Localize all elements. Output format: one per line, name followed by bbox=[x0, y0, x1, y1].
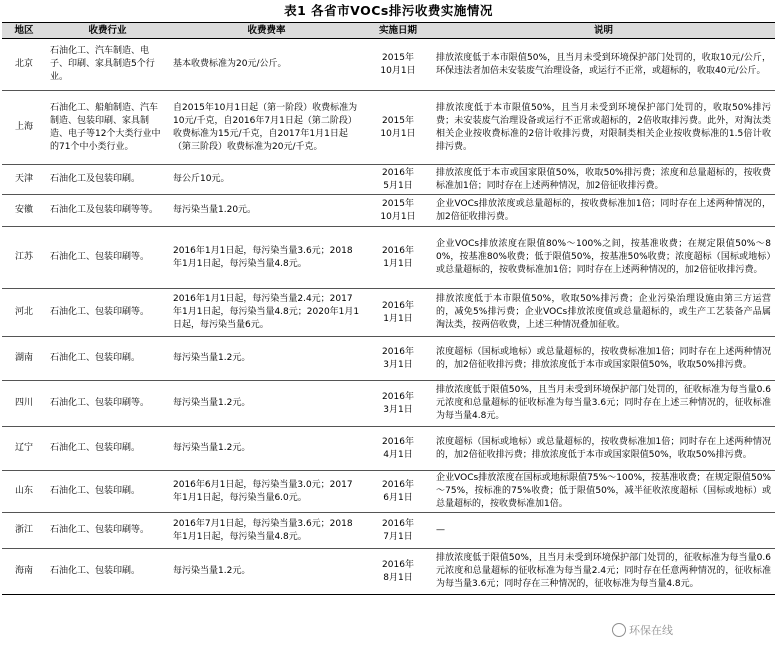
table-row bbox=[2, 471, 775, 513]
date-monthday: 4月1日 bbox=[383, 449, 413, 460]
rate-cell: 每公斤10元。 bbox=[173, 174, 230, 184]
table-row bbox=[2, 227, 775, 289]
date-cell bbox=[364, 337, 432, 381]
region-cell: 四川 bbox=[14, 398, 33, 408]
note-cell: 浓度超标（国标或地标）或总量超标的，按收费标准加1倍；同时存在上述两种情况的，加2倍征收排污费；排放浓度低于本市或国家限值50%，收取50%排污费。 bbox=[436, 436, 771, 460]
rate-cell: 基本收费标准为20元/公斤。 bbox=[173, 59, 287, 69]
date-cell bbox=[364, 227, 432, 289]
date-year: 2016年 bbox=[382, 518, 414, 529]
table-title: 表1 各省市VOCs排污收费实施情况 bbox=[284, 3, 493, 18]
table-row bbox=[2, 549, 775, 595]
note-cell: 排放浓度低于本市限值50%，且当月未受到环境保护部门处罚的，收取50%排污费；未安装废气治理设备或运行不正常或超标的，2倍收取排污费。此外，对淘汰类相关企业按收费标准的2倍计收排污费，对限制类相关企业按收费标准的1.5倍计收排污费。 bbox=[436, 102, 771, 152]
rate-cell: 2016年7月1日起，每污染当量3.6元；2018年1月1日起，每污染当量4.8元。 bbox=[173, 518, 353, 542]
header-row bbox=[2, 23, 775, 39]
table-row bbox=[2, 289, 775, 337]
date-monthday: 6月1日 bbox=[383, 492, 413, 503]
industry-cell: 石油化工、包装印刷等。 bbox=[50, 398, 150, 408]
industry-cell: 石油化工、包装印刷。 bbox=[50, 566, 141, 576]
date-year: 2016年 bbox=[382, 436, 414, 447]
date-cell bbox=[364, 381, 432, 427]
date-monthday: 7月1日 bbox=[383, 531, 413, 542]
date-monthday: 10月1日 bbox=[380, 65, 416, 76]
table-body bbox=[2, 39, 775, 595]
region-cell: 海南 bbox=[14, 566, 33, 576]
region-cell: 北京 bbox=[14, 59, 33, 69]
date-year: 2015年 bbox=[382, 115, 414, 126]
industry-cell: 石油化工、包装印刷。 bbox=[50, 353, 141, 363]
date-monthday: 10月1日 bbox=[380, 211, 416, 222]
date-year: 2016年 bbox=[382, 346, 414, 357]
table-row bbox=[2, 195, 775, 227]
rate-cell: 2016年1月1日起，每污染当量3.6元；2018年1月1日起，每污染当量4.8元。 bbox=[173, 245, 353, 269]
industry-cell: 石油化工、包装印刷等。 bbox=[50, 307, 150, 317]
date-monthday: 3月1日 bbox=[383, 359, 413, 370]
industry-cell: 石油化工、包装印刷等。 bbox=[50, 525, 150, 535]
note-cell: 排放浓度低于本市或国家限值50%，收取50%排污费；浓度和总量超标的，按收费标准加1倍；同时存在上述两种情况，加2倍征收排污费。 bbox=[436, 167, 771, 191]
rate-cell: 每污染当量1.2元。 bbox=[173, 443, 251, 453]
region-cell: 山东 bbox=[14, 486, 33, 496]
fee-table bbox=[2, 22, 775, 595]
region-cell: 辽宁 bbox=[14, 443, 33, 453]
industry-cell: 石油化工、船舶制造、汽车制造、包装印刷、家具制造、电子等12个大类行业中的71个中小类行业。 bbox=[50, 102, 161, 152]
industry-cell: 石油化工、包装印刷等。 bbox=[50, 252, 150, 262]
table-row bbox=[2, 513, 775, 549]
industry-cell: 石油化工、包装印刷。 bbox=[50, 443, 141, 453]
table-row bbox=[2, 165, 775, 195]
region-cell: 天津 bbox=[14, 174, 33, 184]
note-cell: 排放浓度低于本市限值50%，收取50%排污费；企业污染治理设施由第三方运营的，减免5%排污费；企业VOCs排放浓度值或总量超标的，或生产工艺装备产品属淘汰类，按两倍收费，上述三种情况叠加征收。 bbox=[436, 294, 771, 330]
date-monthday: 5月1日 bbox=[383, 180, 413, 191]
rate-cell: 每污染当量1.2元。 bbox=[173, 353, 251, 363]
date-cell bbox=[364, 165, 432, 195]
rate-cell: 2016年6月1日起，每污染当量3.0元；2017年1月1日起，每污染当量6.0元。 bbox=[173, 479, 353, 503]
industry-cell: 石油化工及包装印刷等等。 bbox=[50, 205, 159, 215]
rate-cell: 2016年1月1日起，每污染当量2.4元；2017年1月1日起，每污染当量4.8元；2020年1月1日起，每污染当量6元。 bbox=[173, 294, 360, 330]
date-cell bbox=[364, 39, 432, 91]
region-cell: 江苏 bbox=[14, 252, 33, 262]
note-cell: 浓度超标（国标或地标）或总量超标的，按收费标准加1倍；同时存在上述两种情况的，加2倍征收排污费；排放浓度低于本市或国家限值50%，收取50%排污费。 bbox=[436, 346, 771, 370]
note-cell: 排放浓度低于限值50%，且当月未受到环境保护部门处罚的，征收标准为每当量0.6元浓度和总量超标的征收标准为每当量2.4元；同时存在任意两种情况的，征收标准为每当量3.6元；同时存在三种情况的，征收标准为每当量4.8元。 bbox=[436, 553, 771, 589]
date-cell bbox=[364, 549, 432, 595]
date-monthday: 3月1日 bbox=[383, 404, 413, 415]
date-year: 2016年 bbox=[382, 479, 414, 490]
industry-cell: 石油化工及包装印刷。 bbox=[50, 174, 141, 184]
watermark-text: 环保在线 bbox=[629, 624, 673, 637]
date-cell bbox=[364, 471, 432, 513]
watermark bbox=[612, 622, 673, 638]
industry-cell: 石油化工、包装印刷。 bbox=[50, 486, 141, 496]
region-cell: 上海 bbox=[14, 122, 33, 132]
date-cell bbox=[364, 289, 432, 337]
date-cell bbox=[364, 91, 432, 165]
note-cell: 企业VOCs排放浓度在限值80%～100%之间，按基准收费；在规定限值50%～80%，按基准80%收费；低于限值50%，按基准50%收费；浓度超标（国标或地标）或总量超标的，按收费标准加1倍；同时存在上述两种情况的，加2倍征收排污费。 bbox=[436, 239, 771, 275]
rate-cell: 每污染当量1.2元。 bbox=[173, 566, 251, 576]
industry-cell: 石油化工、汽车制造、电子、印刷、家具制造5个行业。 bbox=[50, 46, 155, 82]
date-year: 2015年 bbox=[382, 198, 414, 209]
note-cell: — bbox=[436, 525, 445, 535]
date-year: 2016年 bbox=[382, 300, 414, 311]
date-year: 2016年 bbox=[382, 391, 414, 402]
header-rate: 收费费率 bbox=[169, 23, 364, 39]
date-year: 2016年 bbox=[382, 245, 414, 256]
date-year: 2015年 bbox=[382, 52, 414, 63]
date-cell bbox=[364, 427, 432, 471]
header-region: 地区 bbox=[2, 23, 46, 39]
table-row bbox=[2, 91, 775, 165]
wechat-icon bbox=[612, 623, 626, 637]
date-monthday: 1月1日 bbox=[383, 258, 413, 269]
date-monthday: 1月1日 bbox=[383, 313, 413, 324]
rate-cell: 自2015年10月1日起（第一阶段）收费标准为10元/千克，自2016年7月1日起（第二阶段）收费标准为15元/千克，自2017年1月1日起（第三阶段）收费标准为20元/千克。 bbox=[173, 102, 358, 152]
rate-cell: 每污染当量1.2元。 bbox=[173, 398, 251, 408]
date-monthday: 8月1日 bbox=[383, 572, 413, 583]
note-cell: 排放浓度低于限值50%，且当月未受到环境保护部门处罚的，征收标准为每当量0.6元浓度和总量超标的征收标准为每当量3.6元；同时存在上述三种情况的，征收标准为每当量4.8元。 bbox=[436, 385, 771, 421]
table-row bbox=[2, 427, 775, 471]
header-date: 实施日期 bbox=[364, 23, 432, 39]
date-monthday: 10月1日 bbox=[380, 128, 416, 139]
region-cell: 安徽 bbox=[14, 205, 33, 215]
date-cell bbox=[364, 195, 432, 227]
region-cell: 河北 bbox=[14, 307, 33, 317]
note-cell: 企业VOCs排放浓度或总量超标的，按收费标准加1倍；同时存在上述两种情况的，加2倍征收排污费。 bbox=[436, 198, 771, 222]
region-cell: 浙江 bbox=[14, 525, 33, 535]
region-cell: 湖南 bbox=[14, 353, 33, 363]
header-note: 说明 bbox=[432, 23, 775, 39]
table-row bbox=[2, 381, 775, 427]
table-row bbox=[2, 39, 775, 91]
note-cell: 排放浓度低于本市限值50%，且当月未受到环境保护部门处罚的，收取10元/公斤，环保违法者加倍未安装废气治理设备，或运行不正常，或超标的，收取40元/公斤。 bbox=[436, 52, 771, 76]
date-cell bbox=[364, 513, 432, 549]
note-cell: 企业VOCs排放浓度在国标或地标限值75%～100%，按基准收费；在规定限值50%～75%，按标准的75%收费；低于限值50%，减半征收浓度超标（国标或地标）或总量超标的，按收费标准加1倍。 bbox=[436, 473, 771, 509]
table-row bbox=[2, 337, 775, 381]
date-year: 2016年 bbox=[382, 167, 414, 178]
header-industry: 收费行业 bbox=[46, 23, 169, 39]
date-year: 2016年 bbox=[382, 559, 414, 570]
rate-cell: 每污染当量1.20元。 bbox=[173, 205, 257, 215]
